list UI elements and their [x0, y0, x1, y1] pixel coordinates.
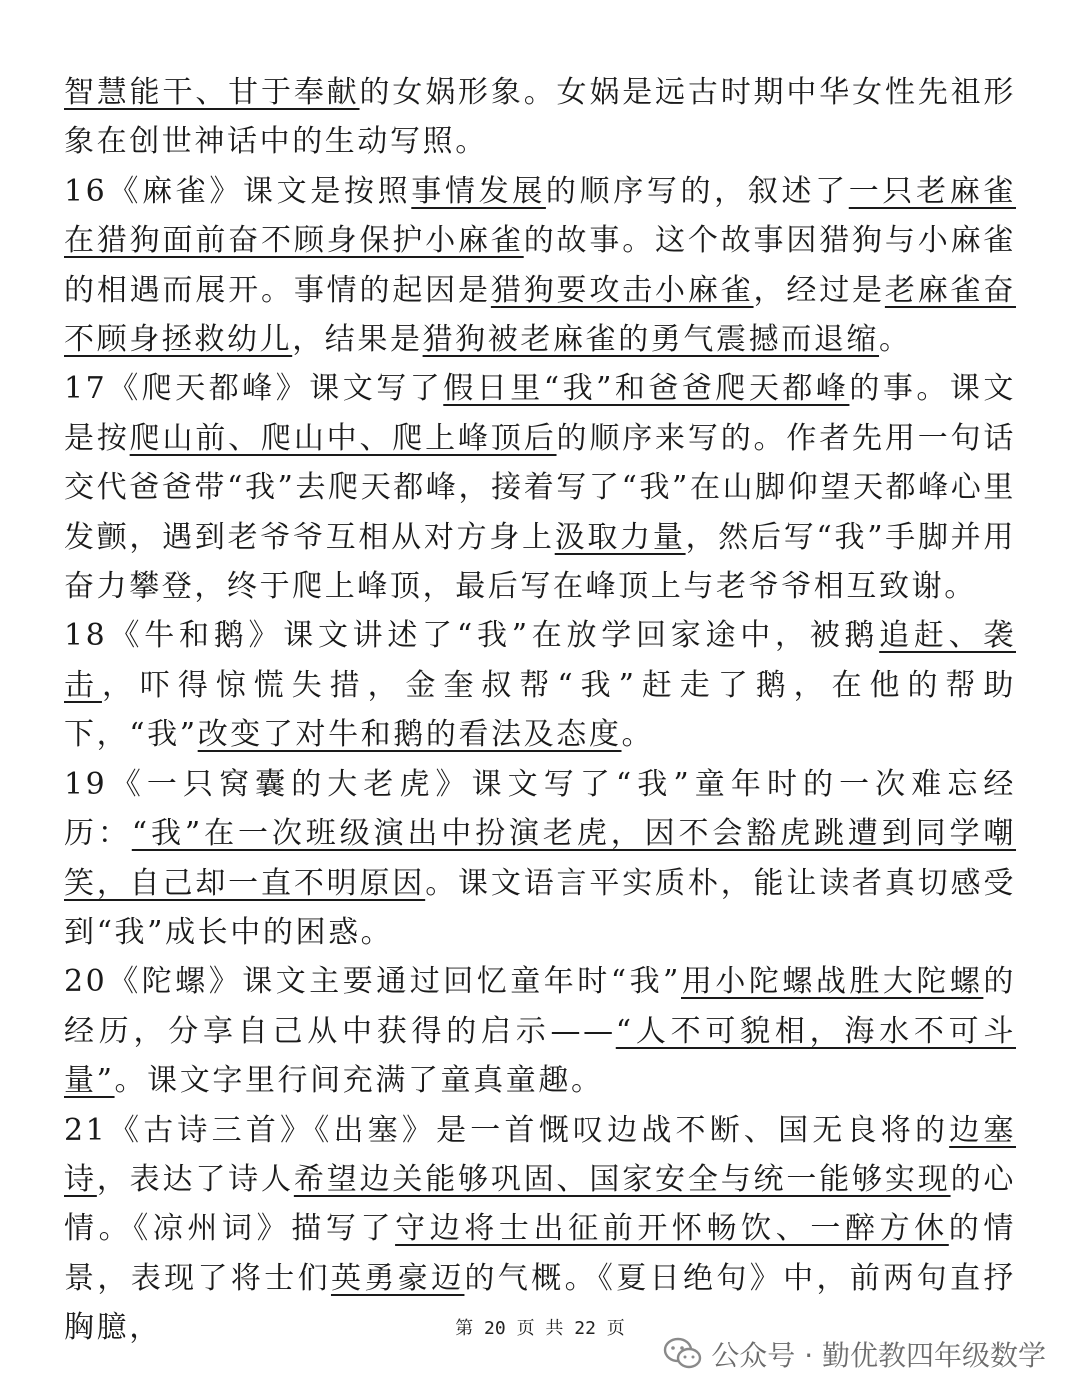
- document-page: [64, 68, 1016, 1353]
- underlined-text: 用小陀螺战胜大陀螺: [681, 964, 984, 1000]
- text-segment: 的经历，分享自己从中获得的启示——: [64, 964, 1016, 1049]
- text-segment: 21《古诗三首》《出塞》是一首慨叹边战不断、国无良将的: [64, 1112, 950, 1148]
- underlined-text: 边塞诗: [64, 1112, 1016, 1197]
- paragraph: [64, 611, 1016, 759]
- underlined-text: 爬山前、爬山中、爬上峰顶后: [129, 420, 557, 456]
- underlined-text: 假日里“我”和爸爸爬天都峰: [443, 371, 850, 407]
- text-segment: 17《爬天都峰》课文写了: [64, 371, 444, 407]
- underlined-text: 希望边关能够巩固、国家安全与统一能够实现: [293, 1161, 951, 1197]
- paragraph: [64, 957, 1016, 1105]
- text-segment: ，表达了诗人: [96, 1161, 294, 1197]
- text-segment: 16《麻雀》课文是按照: [64, 173, 412, 209]
- text-segment: ，吓得惊慌失措，金奎叔帮“我”赶走了鹅，在他的帮助下，“我”: [64, 667, 1016, 753]
- underlined-text: 猎狗要攻击小麻雀: [490, 272, 754, 308]
- text-segment: 20《陀螺》课文主要通过回忆童年时“我”: [64, 964, 681, 1000]
- text-segment: 。: [879, 322, 912, 358]
- paragraph: [64, 364, 1016, 611]
- text-segment: 的情景，表现了将士们: [64, 1211, 1017, 1296]
- text-segment: ，结果是: [292, 322, 423, 358]
- wechat-icon: [663, 1337, 703, 1371]
- text-segment: 的顺序来写的。作者先用一句话交代爸爸带“我”去爬天都峰，接着写了“我”在山脚仰望天都峰心里发颤，遇到老爷爷互相从对方身上: [64, 420, 1016, 555]
- text-segment: 的气概。《夏日绝句》中，前两句直抒胸臆，: [64, 1260, 1016, 1346]
- text-segment: ，然后写“我”手脚并用奋力攀登，终于爬上峰顶，最后写在峰顶上与老爷爷相互致谢。: [64, 519, 1016, 605]
- text-segment: 的顺序写的，叙述了: [545, 173, 849, 209]
- underlined-text: “我”在一次班级演出中扮演老虎，因不会豁虎跳遭到同学嘲笑，自己却一直不明原因: [64, 816, 1017, 901]
- underlined-text: 猎狗被老麻雀的勇气震撼而退缩: [422, 322, 880, 358]
- text-segment: 的心情。《凉州词》描写了: [64, 1161, 1016, 1247]
- underlined-text: 老麻雀奋不顾身拯救幼儿: [64, 272, 1016, 358]
- underlined-text: 一只老麻雀在猎狗面前奋不顾身保护小麻雀: [64, 173, 1016, 259]
- text-segment: 19《一只窝囊的大老虎》课文写了“我”童年时的一次难忘经历：: [64, 766, 1016, 852]
- text-segment: 的女娲形象。女娲是远古时期中华女性先祖形象在创世神话中的生动写照。: [64, 75, 1017, 160]
- underlined-text: 改变了对牛和鹅的看法及态度: [197, 717, 622, 753]
- text-segment: 。: [621, 717, 655, 753]
- watermark: [663, 1334, 1046, 1374]
- underlined-text: 英勇豪迈: [330, 1260, 465, 1296]
- text-segment: 18《牛和鹅》课文讲述了“我”在放学回家途中，被鹅: [64, 618, 880, 654]
- text-segment: 。课文字里行间充满了童真童趣。: [114, 1063, 604, 1099]
- underlined-text: 守边将士出征前开怀畅饮、一醉方休: [395, 1211, 949, 1247]
- paragraph: [64, 760, 1016, 958]
- underlined-text: 智慧能干、甘于奉献: [64, 75, 360, 110]
- underlined-text: 事情发展: [411, 173, 546, 209]
- watermark-text: 公众号 · 勤优教四年级数学: [711, 1339, 1046, 1372]
- page-number-text: 第 20 页 共 22 页: [455, 1318, 625, 1339]
- paragraph: [64, 68, 1016, 167]
- text-segment: ，经过是: [753, 272, 885, 308]
- underlined-text: 追赶、袭击: [64, 618, 1016, 703]
- text-segment: 的故事。这个故事因猎狗与小麻雀的相遇而展开。事情的起因是: [64, 223, 1016, 308]
- text-segment: 的事。课文是按: [64, 371, 1017, 456]
- paragraph: [64, 167, 1016, 365]
- underlined-text: 汲取力量: [554, 519, 686, 555]
- text-segment: 。课文语言平实质朴，能让读者真切感受到“我”成长中的困惑。: [64, 865, 1016, 950]
- underlined-text: “人不可貌相，海水不可斗量”: [64, 1013, 1016, 1099]
